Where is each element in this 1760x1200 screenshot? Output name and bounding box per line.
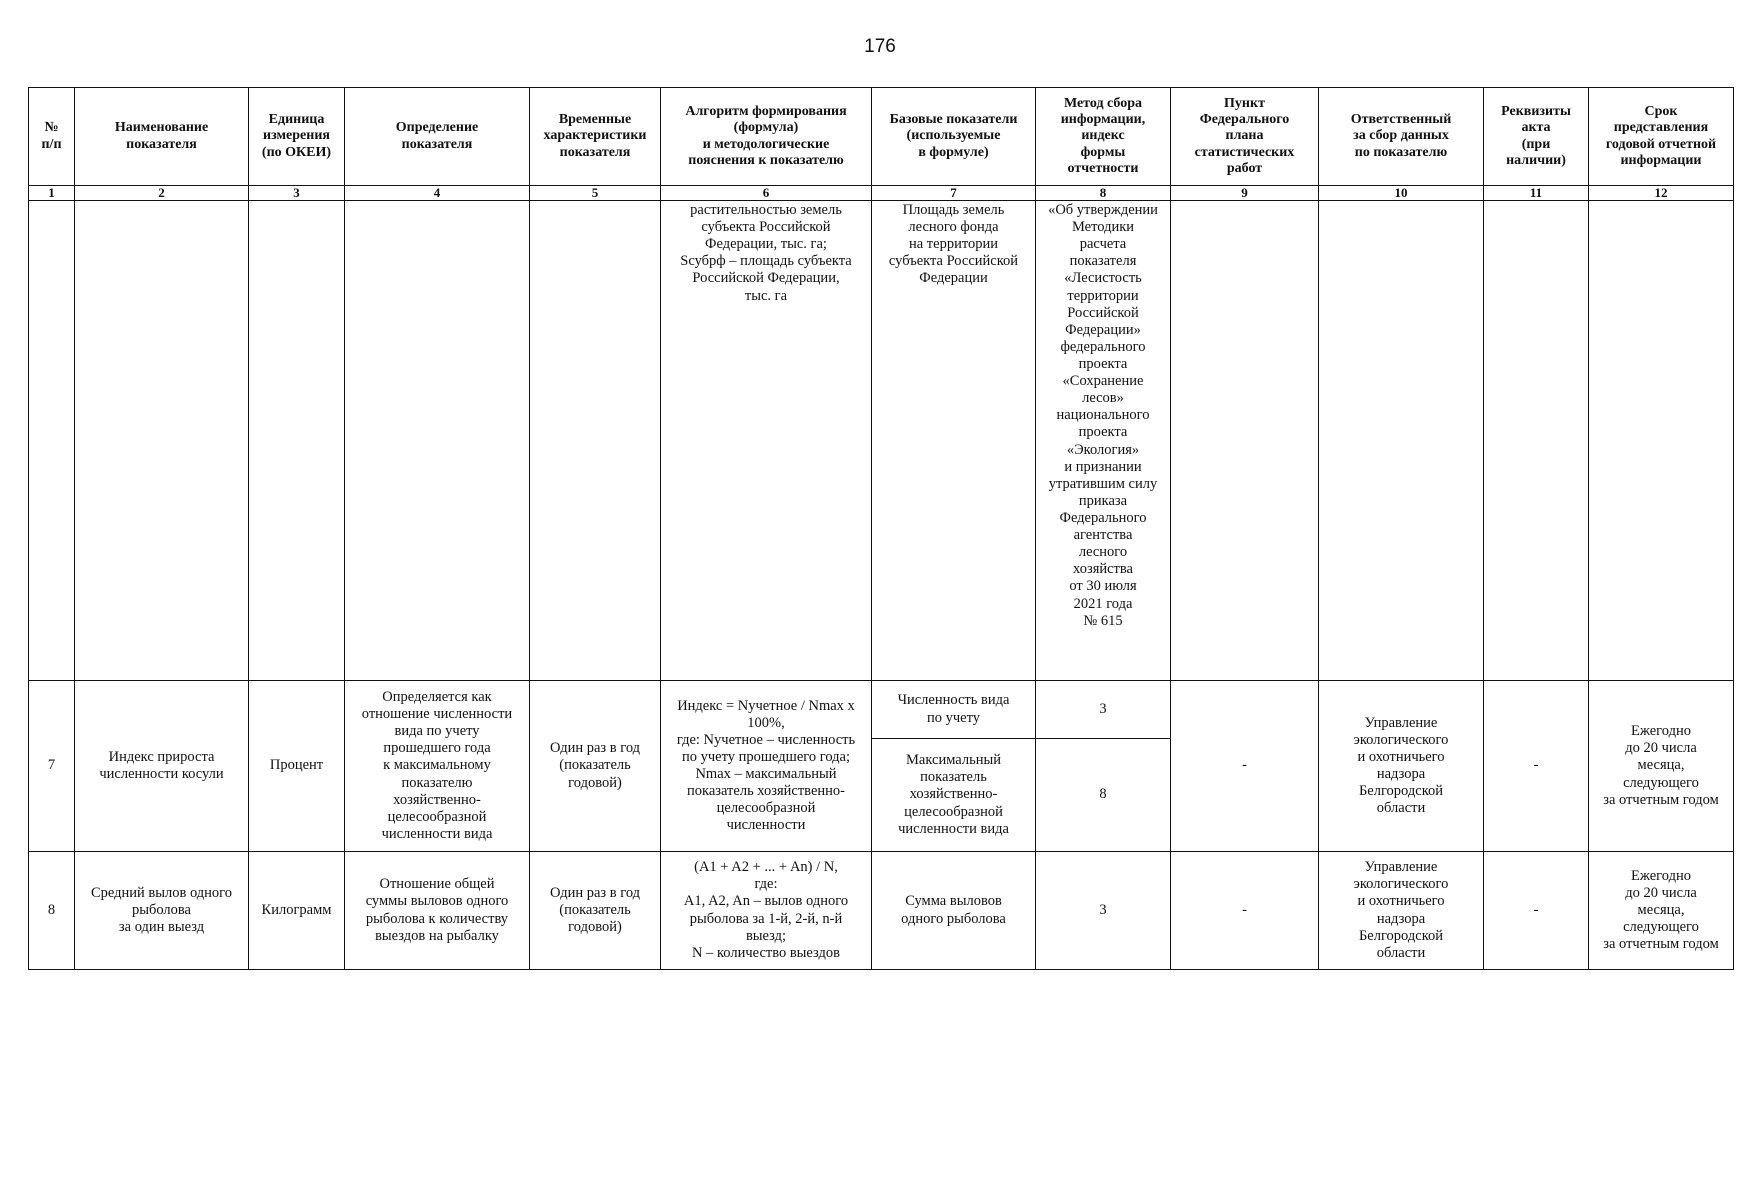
empty-cell [1319,201,1484,681]
definition-cell: Отношение общей суммы выловов одного рыболова к количеству выездов на рыбалку [345,852,530,970]
collection-method-cell-2: 8 [1036,739,1171,852]
column-number: 3 [249,186,345,201]
column-number: 1 [29,186,75,201]
indicators-table [28,87,1734,970]
indicator-name-cell: Индекс прироста численности косули [75,681,249,852]
timing-cell: Один раз в год (показатель годовой) [530,681,661,852]
header-responsible: Ответственный за сбор данных по показателю [1319,88,1484,186]
collection-method-cell: 3 [1036,852,1171,970]
column-number: 8 [1036,186,1171,201]
act-details-cell: - [1484,852,1589,970]
collection-method-cell: «Об утверждении Методики расчета показателя «Лесистость территории Российской Федерации» федерального проекта «Сохранение лесов» национального проекта «Экология» и признании утратившим силу приказа Федерального агентства лесного хозяйства от 30 июля 2021 года № 615 [1036,201,1171,681]
column-number: 9 [1171,186,1319,201]
base-indicators-cell: Площадь земель лесного фонда на территории субъекта Российской Федерации [872,201,1036,681]
timing-cell: Один раз в год (показатель годовой) [530,852,661,970]
column-number: 5 [530,186,661,201]
header-number: № п/п [29,88,75,186]
empty-cell [1171,201,1319,681]
empty-cell [345,201,530,681]
header-base-indicators: Базовые показатели (используемые в формуле) [872,88,1036,186]
algorithm-cell: растительностью земель субъекта Российской Федерации, тыс. га; Sсубрф – площадь субъекта Российской Федерации, тыс. га [661,201,872,681]
empty-cell [530,201,661,681]
column-number: 4 [345,186,530,201]
header-deadline: Срок представления годовой отчетной информации [1589,88,1734,186]
deadline-cell: Ежегодно до 20 числа месяца, следующего за отчетным годом [1589,852,1734,970]
unit-cell: Килограмм [249,852,345,970]
table-header-row [29,88,1734,186]
row-number-cell: 8 [29,852,75,970]
responsible-cell: Управление экологического и охотничьего надзора Белгородской области [1319,681,1484,852]
empty-cell [75,201,249,681]
table-row-7 [29,681,1734,739]
table-row-8 [29,852,1734,970]
algorithm-cell: Индекс = Nучетное / Nmax х 100%, где: Nучетное – численность по учету прошедшего года; Nmax – максимальный показатель хозяйственно- целесообразной численности [661,681,872,852]
header-plan-item: Пункт Федерального плана статистических работ [1171,88,1319,186]
column-number: 11 [1484,186,1589,201]
plan-item-cell: - [1171,681,1319,852]
column-number-row [29,186,1734,201]
header-collection-method: Метод сбора информации, индекс формы отчетности [1036,88,1171,186]
page-number: 176 [864,36,896,57]
plan-item-cell: - [1171,852,1319,970]
header-indicator-name: Наименование показателя [75,88,249,186]
header-algorithm: Алгоритм формирования (формула) и методологические пояснения к показателю [661,88,872,186]
empty-cell [1589,201,1734,681]
unit-cell: Процент [249,681,345,852]
header-unit: Единица измерения (по ОКЕИ) [249,88,345,186]
base-indicator-cell-2: Максимальный показатель хозяйственно- целесообразной численности вида [872,739,1036,852]
indicator-name-cell: Средний вылов одного рыболова за один выезд [75,852,249,970]
table-row-continuation [29,201,1734,681]
row-number-cell: 7 [29,681,75,852]
collection-method-cell-1: 3 [1036,681,1171,739]
act-details-cell: - [1484,681,1589,852]
empty-cell [29,201,75,681]
column-number: 2 [75,186,249,201]
empty-cell [249,201,345,681]
column-number: 7 [872,186,1036,201]
algorithm-cell: (A1 + A2 + ... + An) / N, где: A1, A2, An – вылов одного рыболова за 1-й, 2-й, n-й выезд; N – количество выездов [661,852,872,970]
column-number: 6 [661,186,872,201]
definition-cell: Определяется как отношение численности вида по учету прошедшего года к максимальному показателю хозяйственно- целесообразной численности вида [345,681,530,852]
header-act-details: Реквизиты акта (при наличии) [1484,88,1589,186]
column-number: 10 [1319,186,1484,201]
empty-cell [1484,201,1589,681]
header-timing: Временные характеристики показателя [530,88,661,186]
base-indicator-cell-1: Численность вида по учету [872,681,1036,739]
responsible-cell: Управление экологического и охотничьего надзора Белгородской области [1319,852,1484,970]
column-number: 12 [1589,186,1734,201]
base-indicators-cell: Сумма выловов одного рыболова [872,852,1036,970]
deadline-cell: Ежегодно до 20 числа месяца, следующего за отчетным годом [1589,681,1734,852]
header-definition: Определение показателя [345,88,530,186]
